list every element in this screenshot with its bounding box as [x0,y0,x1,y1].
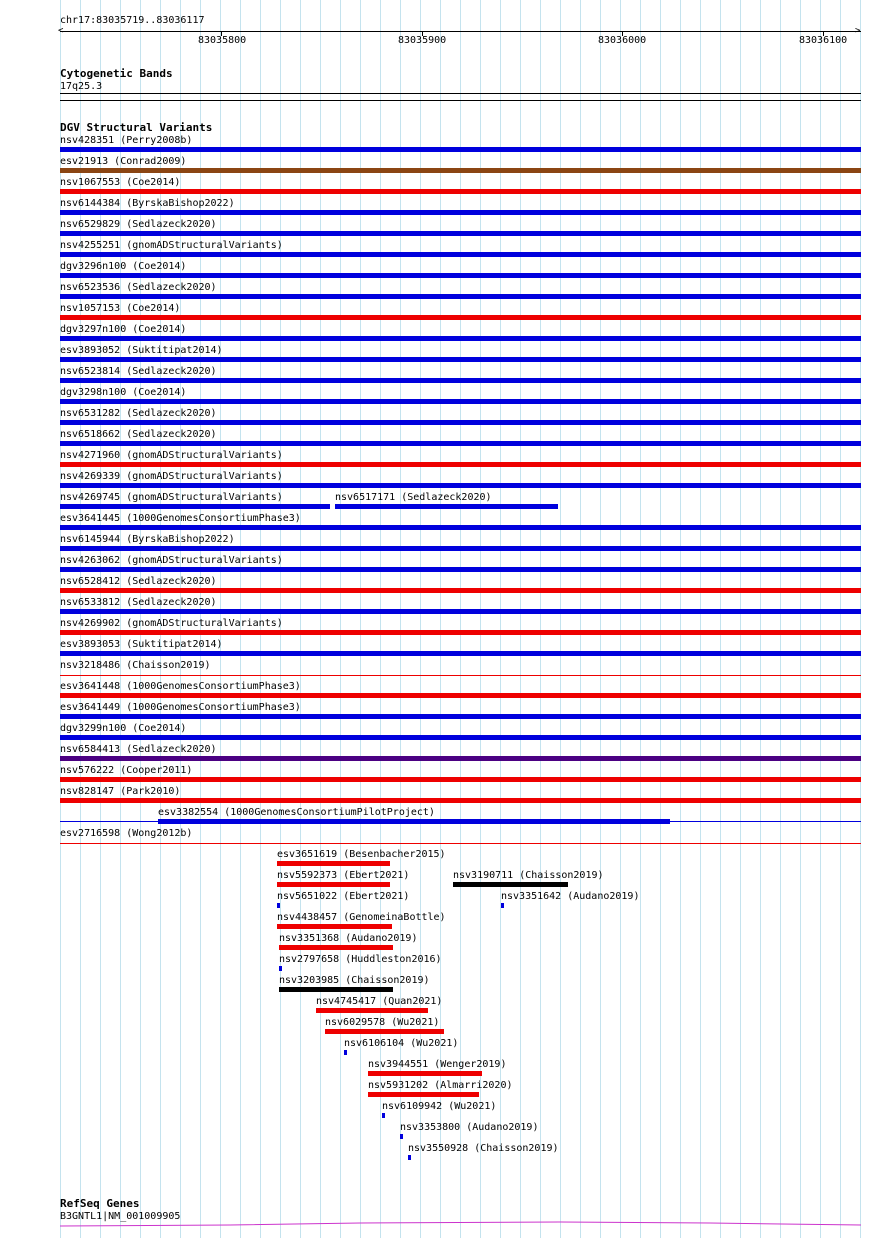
cytobands-track-title[interactable]: Cytogenetic Bands [60,67,173,80]
variant-label[interactable]: nsv6523536 (Sedlazeck2020) [60,282,217,293]
variant-label[interactable]: nsv6029578 (Wu2021) [325,1017,440,1028]
cytoband-line-bottom [60,100,861,101]
gridline [520,0,521,1238]
variant-label[interactable]: nsv3944551 (Wenger2019) [368,1059,507,1070]
variant-bar[interactable] [60,336,861,341]
gridline [680,0,681,1238]
gridline [380,0,381,1238]
variant-bar[interactable] [277,924,392,929]
variant-label[interactable]: nsv6584413 (Sedlazeck2020) [60,744,217,755]
variant-label[interactable]: nsv4745417 (Quan2021) [316,996,443,1007]
variant-bar[interactable] [60,483,861,488]
variant-label[interactable]: nsv2797658 (Huddleston2016) [279,954,442,965]
variant-label[interactable]: nsv6533812 (Sedlazeck2020) [60,597,217,608]
variant-bar[interactable] [382,1113,385,1118]
variant-label[interactable]: esv3893052 (Suktitipat2014) [60,345,223,356]
gridline [780,0,781,1238]
variant-label[interactable]: nsv5931202 (Almarri2020) [368,1080,513,1091]
gridline [640,0,641,1238]
variant-bar[interactable] [60,147,861,152]
variant-bar[interactable] [501,903,504,908]
variant-bar[interactable] [279,945,393,950]
variant-label[interactable]: nsv6529829 (Sedlazeck2020) [60,219,217,230]
cytoband-line-top [60,93,861,94]
variant-label[interactable]: nsv428351 (Perry2008b) [60,135,193,146]
variant-bar[interactable] [60,525,861,530]
variant-label[interactable]: nsv1057153 (Coe2014) [60,303,181,314]
variant-bar[interactable] [60,504,330,509]
gridline [840,0,841,1238]
variant-label[interactable]: dgv3296n100 (Coe2014) [60,261,187,272]
gridline [560,0,561,1238]
variant-label[interactable]: esv3382554 (1000GenomesConsortiumPilotProject) [158,807,435,818]
variant-label[interactable]: dgv3298n100 (Coe2014) [60,387,187,398]
variant-label[interactable]: nsv4263062 (gnomADStructuralVariants) [60,555,283,566]
dgv-track-title[interactable]: DGV Structural Variants [60,121,213,134]
variant-bar[interactable] [158,819,670,824]
variant-label[interactable]: nsv3353800 (Audano2019) [400,1122,539,1133]
variant-label[interactable]: esv3641449 (1000GenomesConsortiumPhase3) [60,702,301,713]
variant-label[interactable]: dgv3297n100 (Coe2014) [60,324,187,335]
gridline [800,0,801,1238]
variant-label[interactable]: nsv6523814 (Sedlazeck2020) [60,366,217,377]
gridline [340,0,341,1238]
variant-bar[interactable] [60,693,861,698]
variant-label[interactable]: nsv3550928 (Chaisson2019) [408,1143,559,1154]
variant-bar[interactable] [60,567,861,572]
refseq-track-title[interactable]: RefSeq Genes [60,1197,140,1210]
variant-bar[interactable] [279,987,393,992]
variant-label[interactable]: nsv3218486 (Chaisson2019) [60,660,211,671]
variant-bar[interactable] [60,231,861,236]
gridline [300,0,301,1238]
variant-bar[interactable] [60,168,861,173]
variant-bar[interactable] [60,798,861,803]
variant-label[interactable]: nsv6144384 (ByrskaBishop2022) [60,198,235,209]
variant-label[interactable]: nsv6517171 (Sedlazeck2020) [335,492,492,503]
variant-label[interactable]: nsv3351368 (Audano2019) [279,933,418,944]
variant-label[interactable]: esv3641448 (1000GenomesConsortiumPhase3) [60,681,301,692]
gridline [600,0,601,1238]
variant-bar[interactable] [60,843,861,844]
variant-bar[interactable] [400,1134,403,1139]
variant-label[interactable]: esv3651619 (Besenbacher2015) [277,849,446,860]
variant-bar[interactable] [60,546,861,551]
gridline [460,0,461,1238]
variant-label[interactable]: nsv6106104 (Wu2021) [344,1038,459,1049]
variant-label[interactable]: nsv6531282 (Sedlazeck2020) [60,408,217,419]
gridline [720,0,721,1238]
gridline [540,0,541,1238]
variant-bar[interactable] [277,903,280,908]
variant-label[interactable]: nsv3203985 (Chaisson2019) [279,975,430,986]
gridline [760,0,761,1238]
variant-label[interactable]: nsv5651022 (Ebert2021) [277,891,410,902]
variant-label[interactable]: esv3641445 (1000GenomesConsortiumPhase3) [60,513,301,524]
ruler-axis [60,31,861,32]
variant-label[interactable]: nsv4269902 (gnomADStructuralVariants) [60,618,283,629]
variant-label[interactable]: nsv1067553 (Coe2014) [60,177,181,188]
variant-label[interactable]: nsv3190711 (Chaisson2019) [453,870,604,881]
ruler-right-arrow: > [855,26,861,36]
variant-bar[interactable] [60,588,861,593]
gridline [660,0,661,1238]
locus-label: chr17:83035719..83036117 [60,15,205,26]
gridline [400,0,401,1238]
variant-bar[interactable] [279,966,282,971]
variant-bar[interactable] [60,735,861,740]
ruler-tick-label: 83036100 [799,35,848,46]
variant-bar[interactable] [368,1092,479,1097]
variant-bar[interactable] [60,441,861,446]
variant-bar[interactable] [60,294,861,299]
variant-label[interactable]: nsv6518662 (Sedlazeck2020) [60,429,217,440]
variant-bar[interactable] [316,1008,428,1013]
gridline [700,0,701,1238]
variant-bar[interactable] [368,1071,482,1076]
gridline [820,0,821,1238]
variant-bar[interactable] [60,357,861,362]
gridline [860,0,861,1238]
gridline [500,0,501,1238]
variant-bar[interactable] [60,630,861,635]
gridline [320,0,321,1238]
variant-bar[interactable] [325,1029,444,1034]
gene-label[interactable]: B3GNTL1|NM_001009905 [60,1211,181,1222]
variant-label[interactable]: nsv576222 (Cooper2011) [60,765,193,776]
variant-label[interactable]: esv21913 (Conrad2009) [60,156,187,167]
ruler-left-arrow: < [58,26,64,36]
gene-model[interactable] [60,1218,862,1230]
variant-label[interactable]: nsv5592373 (Ebert2021) [277,870,410,881]
variant-bar[interactable] [60,399,861,404]
variant-bar[interactable] [60,651,861,656]
variant-bar[interactable] [60,675,861,676]
variant-bar[interactable] [60,609,861,614]
variant-bar[interactable] [277,861,390,866]
variant-label[interactable]: nsv828147 (Park2010) [60,786,181,797]
variant-label[interactable]: nsv6109942 (Wu2021) [382,1101,497,1112]
variant-bar[interactable] [60,189,861,194]
variant-bar[interactable] [60,756,861,761]
gridline [440,0,441,1238]
gridline [420,0,421,1238]
variant-label[interactable]: nsv4255251 (gnomADStructuralVariants) [60,240,283,251]
variant-bar[interactable] [60,777,861,782]
variant-bar[interactable] [60,420,861,425]
gridline [740,0,741,1238]
variant-bar[interactable] [60,210,861,215]
variant-bar[interactable] [60,252,861,257]
gridline [360,0,361,1238]
variant-bar[interactable] [335,504,558,509]
variant-label[interactable]: nsv4269745 (gnomADStructuralVariants) [60,492,283,503]
variant-label[interactable]: esv3893053 (Suktitipat2014) [60,639,223,650]
variant-label[interactable]: nsv6528412 (Sedlazeck2020) [60,576,217,587]
gridline [620,0,621,1238]
ruler-tick-label: 83036000 [598,35,647,46]
variant-bar[interactable] [277,882,390,887]
variant-bar[interactable] [344,1050,347,1055]
variant-label[interactable]: nsv3351642 (Audano2019) [501,891,640,902]
variant-label[interactable]: nsv4438457 (GenomeinaBottle) [277,912,446,923]
variant-label[interactable]: esv2716598 (Wong2012b) [60,828,193,839]
variant-bar[interactable] [60,273,861,278]
cytoband-label: 17q25.3 [60,81,103,92]
variant-bar[interactable] [453,882,568,887]
variant-label[interactable]: dgv3299n100 (Coe2014) [60,723,187,734]
gridline [480,0,481,1238]
variant-label[interactable]: nsv4269339 (gnomADStructuralVariants) [60,471,283,482]
variant-bar[interactable] [60,378,861,383]
variant-bar[interactable] [60,462,861,467]
variant-label[interactable]: nsv6145944 (ByrskaBishop2022) [60,534,235,545]
variant-bar[interactable] [60,315,861,320]
gridline [580,0,581,1238]
ruler-tick-label: 83035900 [398,35,447,46]
variant-bar[interactable] [408,1155,411,1160]
variant-bar[interactable] [60,714,861,719]
variant-label[interactable]: nsv4271960 (gnomADStructuralVariants) [60,450,283,461]
ruler-tick-label: 83035800 [198,35,247,46]
